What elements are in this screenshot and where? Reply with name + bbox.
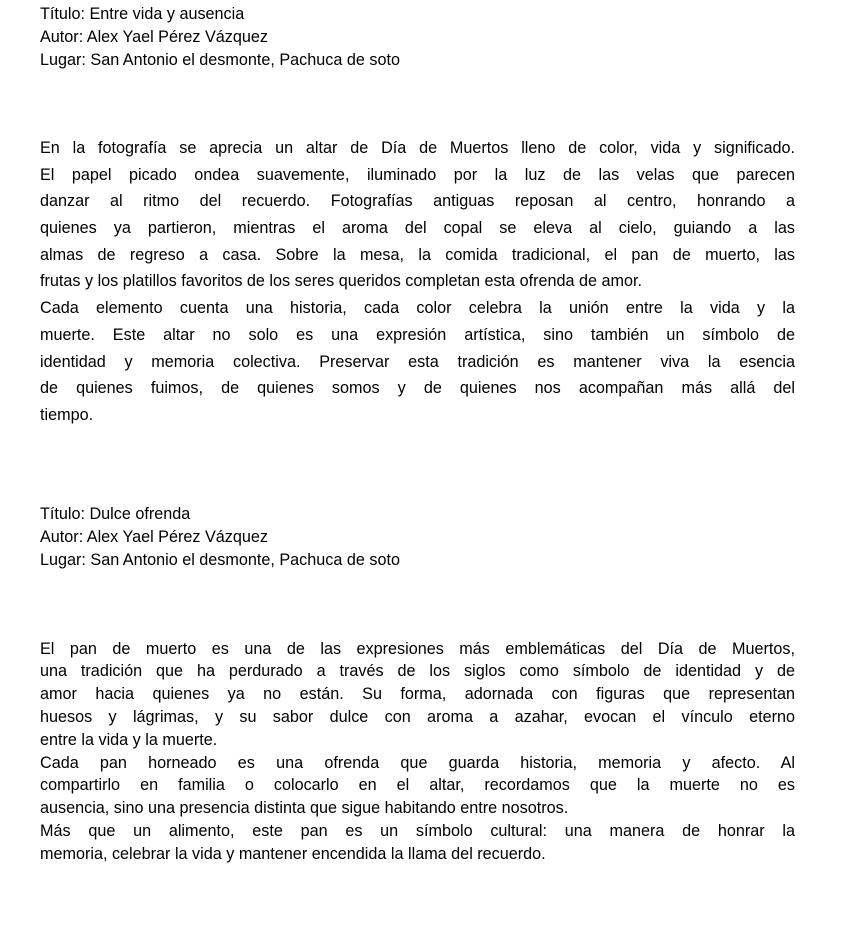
body-line: huesos y lágrimas, y su sabor dulce con aroma a azahar, evocan el vínculo eterno	[40, 707, 795, 726]
body-line: El papel picado ondea suavemente, iluminado por la luz de las velas que parecen	[40, 165, 795, 184]
body-line: Cada elemento cuenta una historia, cada color celebra la unión entre la vida y la	[40, 299, 795, 318]
body-line: frutas y los platillos favoritos de los seres queridos completan esta ofrenda de amor.	[40, 272, 642, 291]
body-line: Más que un alimento, este pan es un símbolo cultural: una manera de honrar la	[40, 821, 795, 840]
photo-1-metadata	[40, 3, 795, 72]
body-line: amor hacia quienes ya no están. Su forma, adornada con figuras que representan	[40, 685, 795, 704]
photo-entry-1	[40, 3, 795, 429]
body-line: entre la vida y la muerte.	[40, 730, 218, 749]
body-line: una tradición que ha perdurado a través de los siglos como símbolo de identidad y de	[40, 662, 795, 681]
body-line: almas de regreso a casa. Sobre la mesa, la comida tradicional, el pan de muerto, las	[40, 245, 795, 264]
photo-1-description	[40, 135, 795, 429]
body-line: identidad y memoria colectiva. Preservar esta tradición es mantener viva la esencia	[40, 352, 795, 371]
body-line: tiempo.	[40, 405, 94, 424]
photo-1-author: Autor: Alex Yael Pérez Vázquez	[40, 28, 268, 46]
body-line: de quienes fuimos, de quienes somos y de quienes nos acompañan más allá del	[40, 379, 795, 398]
body-line: Cada pan horneado es una ofrenda que guarda historia, memoria y afecto. Al	[40, 753, 795, 772]
body-line: compartirlo en familia o colocarlo en el altar, recordamos que la muerte no es	[40, 776, 795, 795]
body-line: danzar al ritmo del recuerdo. Fotografías antiguas reposan al centro, honrando a	[40, 192, 795, 211]
body-line: quienes ya partieron, mientras el aroma del copal se eleva al cielo, guiando a las	[40, 219, 795, 238]
photo-2-title: Título: Dulce ofrenda	[40, 504, 191, 523]
body-line: memoria, celebrar la vida y mantener encendida la llama del recuerdo.	[40, 844, 546, 863]
photo-2-description	[40, 638, 795, 866]
body-line: El pan de muerto es una de las expresiones más emblemáticas del Día de Muertos,	[40, 639, 795, 658]
photo-2-location: Lugar: San Antonio el desmonte, Pachuca de soto	[40, 550, 400, 569]
body-line: muerte. Este altar no solo es una expresión artística, sino también un símbolo de	[40, 325, 795, 344]
body-line: En la fotografía se aprecia un altar de Día de Muertos lleno de color, vida y significado.	[40, 139, 795, 157]
photo-1-location: Lugar: San Antonio el desmonte, Pachuca de soto	[40, 51, 400, 69]
photo-2-metadata	[40, 503, 795, 572]
photo-entry-2	[40, 503, 795, 866]
photo-1-title: Título: Entre vida y ausencia	[40, 5, 245, 23]
body-line: ausencia, sino una presencia distinta que sigue habitando entre nosotros.	[40, 799, 569, 818]
photo-2-author: Autor: Alex Yael Pérez Vázquez	[40, 527, 268, 546]
